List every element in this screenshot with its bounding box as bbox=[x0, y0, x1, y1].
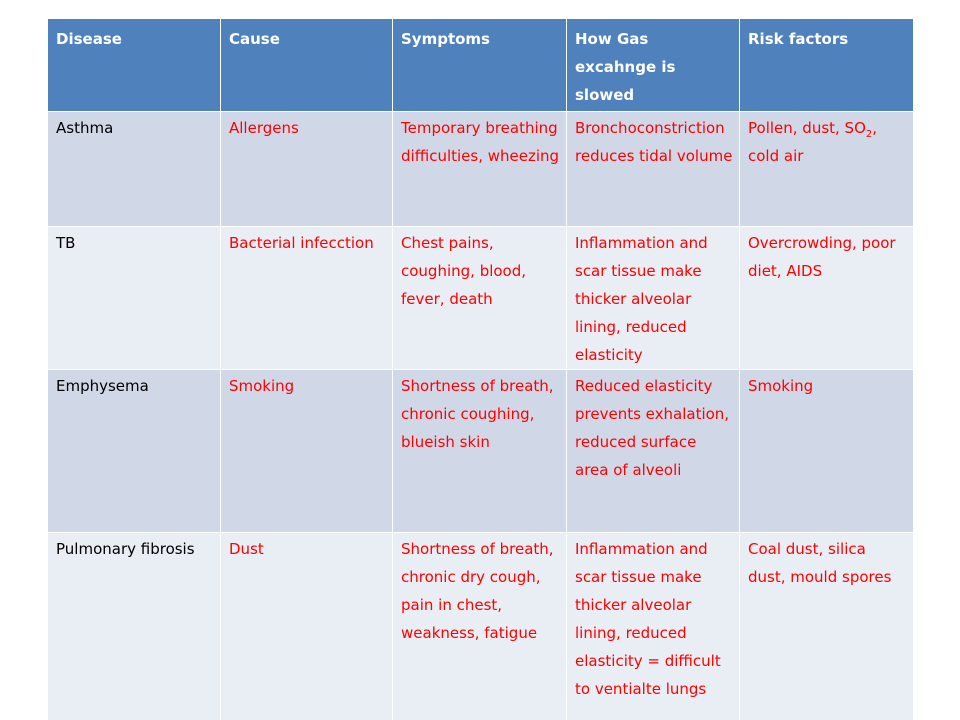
disease-comparison-table bbox=[47, 18, 914, 720]
cell-risk-factors: Overcrowding, poor diet, AIDS bbox=[740, 227, 914, 370]
cell-disease: Asthma bbox=[48, 112, 221, 227]
risk-text-prefix: Pollen, dust, SO bbox=[748, 119, 866, 137]
cell-disease: TB bbox=[48, 227, 221, 370]
header-disease: Disease bbox=[48, 19, 221, 112]
cell-disease: Pulmonary fibrosis bbox=[48, 533, 221, 720]
cell-gas-exchange: Bronchoconstriction reduces tidal volume bbox=[567, 112, 740, 227]
table-row bbox=[48, 533, 914, 720]
header-symptoms: Symptoms bbox=[393, 19, 567, 112]
cell-risk-factors: Coal dust, silica dust, mould spores bbox=[740, 533, 914, 720]
cell-cause: Allergens bbox=[221, 112, 393, 227]
cell-cause: Smoking bbox=[221, 370, 393, 533]
cell-gas-exchange: Reduced elasticity prevents exhalation, reduced surface area of alveoli bbox=[567, 370, 740, 533]
cell-cause: Dust bbox=[221, 533, 393, 720]
header-cause: Cause bbox=[221, 19, 393, 112]
header-gas-exchange: How Gas excahnge is slowed bbox=[567, 19, 740, 112]
risk-text-suffix: , cold air bbox=[748, 119, 878, 165]
risk-text-subscript: 2 bbox=[865, 129, 873, 140]
cell-symptoms: Shortness of breath, chronic dry cough, pain in chest, weakness, fatigue bbox=[393, 533, 567, 720]
cell-disease: Emphysema bbox=[48, 370, 221, 533]
cell-gas-exchange: Inflammation and scar tissue make thicker alveolar lining, reduced elasticity = difficult to ventialte lungs bbox=[567, 533, 740, 720]
cell-symptoms: Temporary breathing difficulties, wheezing bbox=[393, 112, 567, 227]
cell-risk-factors: Smoking bbox=[740, 370, 914, 533]
header-risk-factors: Risk factors bbox=[740, 19, 914, 112]
table-row bbox=[48, 227, 914, 370]
table-row bbox=[48, 370, 914, 533]
table-header-row bbox=[48, 19, 914, 112]
cell-risk-factors bbox=[740, 112, 914, 227]
cell-symptoms: Chest pains, coughing, blood, fever, death bbox=[393, 227, 567, 370]
cell-symptoms: Shortness of breath, chronic coughing, blueish skin bbox=[393, 370, 567, 533]
cell-gas-exchange: Inflammation and scar tissue make thicker alveolar lining, reduced elasticity bbox=[567, 227, 740, 370]
cell-cause: Bacterial infecction bbox=[221, 227, 393, 370]
table-row bbox=[48, 112, 914, 227]
